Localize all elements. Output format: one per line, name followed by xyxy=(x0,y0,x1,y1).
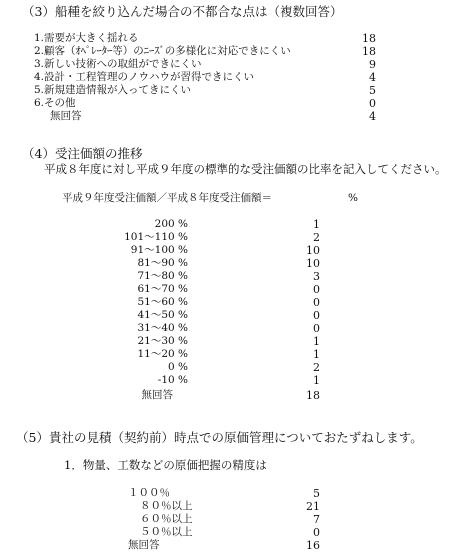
ratio-row-label: 91～100 % xyxy=(130,244,188,256)
section3-item-label: 3.新しい技術への取組ができにくい xyxy=(34,58,202,70)
ratio-row-label: 31～40 % xyxy=(137,322,188,334)
accuracy-row-label: ６０％以上 xyxy=(140,513,193,525)
ratio-row-label: 21～30 % xyxy=(137,335,188,347)
ratio-row-value: 0 xyxy=(313,309,320,322)
section5-heading: （5）貴社の見積（契約前）時点での原価管理についておたずねします。 xyxy=(16,430,423,445)
section3-item-value: 18 xyxy=(362,45,376,58)
ratio-row-label: 無回答 xyxy=(141,389,173,401)
ratio-row-value: 0 xyxy=(313,322,320,335)
ratio-row-label: -10 % xyxy=(157,374,188,386)
section3-item-label: 2.顧客（ｵﾍﾟﾚｰﾀｰ等）のﾆｰｽﾞの多様化に対応できにくい xyxy=(34,45,291,57)
ratio-row-label: 0 % xyxy=(168,361,188,373)
accuracy-row-label: １００％ xyxy=(128,487,170,499)
ratio-row-value: 1 xyxy=(313,335,320,348)
accuracy-row-value: 16 xyxy=(306,539,320,552)
ratio-row-label: 11～20 % xyxy=(137,348,188,360)
section3-item-label: 無回答 xyxy=(50,110,82,122)
ratio-row-value: 1 xyxy=(313,218,320,231)
section3-heading: （3）船種を絞り込んだ場合の不都合な点は（複数回答） xyxy=(22,4,343,19)
ratio-row-label: 51～60 % xyxy=(137,296,188,308)
ratio-row-value: 10 xyxy=(306,257,320,270)
section3-item-value: 0 xyxy=(369,97,376,110)
ratio-row-label: 41～50 % xyxy=(137,309,188,321)
accuracy-row-label: 無回答 xyxy=(128,539,160,551)
section3-item-label: 5.新規建造情報が入ってきにくい xyxy=(34,84,192,96)
ratio-row-label: 71～80 % xyxy=(137,270,188,282)
ratio-row-value: 1 xyxy=(313,348,320,361)
ratio-row-value: 1 xyxy=(313,374,320,387)
section3-item-label: 6.その他 xyxy=(34,97,76,109)
ratio-row-value: 0 xyxy=(313,296,320,309)
ratio-row-value: 3 xyxy=(313,270,320,283)
section3-item-value: 5 xyxy=(369,84,376,97)
ratio-row-value: 2 xyxy=(313,231,320,244)
ratio-row-label: 101～110 % xyxy=(124,231,188,243)
section3-item-value: 4 xyxy=(369,110,376,123)
accuracy-row-label: ５０％以上 xyxy=(140,526,193,538)
accuracy-row-value: 7 xyxy=(313,513,320,526)
section4-heading: （4）受注価額の推移 xyxy=(22,146,143,161)
ratio-row-value: 0 xyxy=(313,283,320,296)
section3-item-label: 1.需要が大きく揺れる xyxy=(34,32,139,44)
ratio-row-label: 61～70 % xyxy=(137,283,188,295)
accuracy-row-value: 0 xyxy=(313,526,320,539)
ratio-row-value: 10 xyxy=(306,244,320,257)
ratio-row-value: 2 xyxy=(313,361,320,374)
ratio-row-label: 200 % xyxy=(154,218,188,230)
section3-item-value: 18 xyxy=(362,32,376,45)
section4-instruction: 平成８年度に対し平成９年度の標準的な受注価額の比率を記入してください。 xyxy=(44,162,447,176)
ratio-label: 平成９年度受注価額／平成８年度受注価額＝ xyxy=(62,192,272,204)
ratio-row-value: 18 xyxy=(306,389,320,402)
ratio-row-label: 81～90 % xyxy=(137,257,188,269)
accuracy-row-label: ８０％以上 xyxy=(140,500,193,512)
section3-item-label: 4.設計・工程管理のノウハウが習得できにくい xyxy=(34,71,255,83)
section3-item-value: 9 xyxy=(369,58,376,71)
section5-subheading: 1．物量、工数などの原価把握の精度は xyxy=(64,458,267,472)
percent-mark: % xyxy=(348,192,358,204)
section3-item-value: 4 xyxy=(369,71,376,84)
accuracy-row-value: 21 xyxy=(306,500,320,513)
accuracy-row-value: 5 xyxy=(313,487,320,500)
